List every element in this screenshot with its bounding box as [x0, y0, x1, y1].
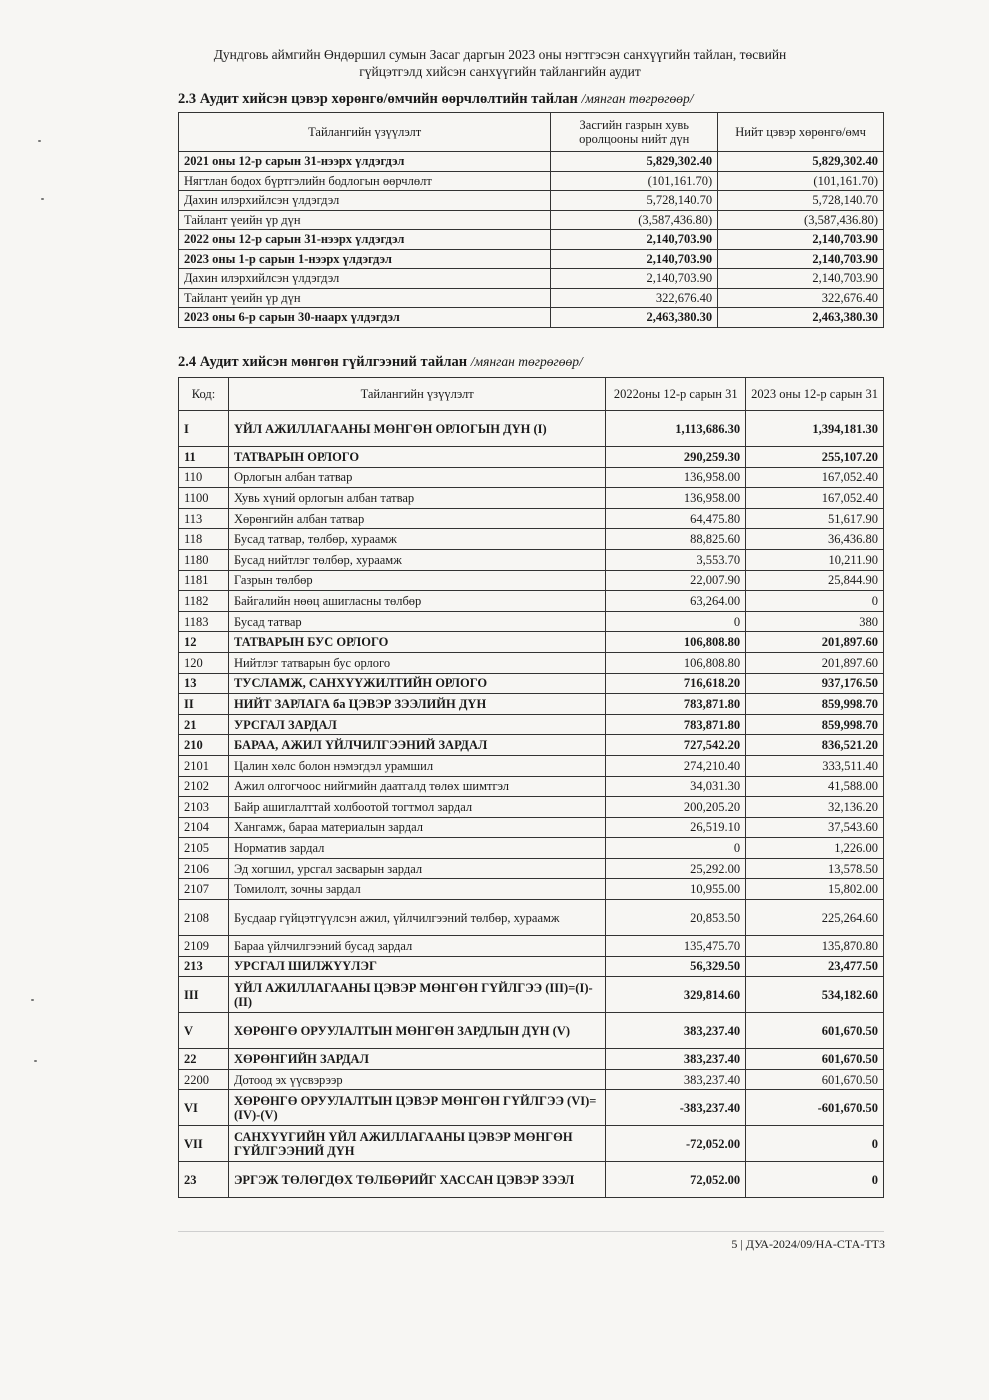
row-label: Хангамж, бараа материалын зардал: [228, 817, 605, 838]
table-row: [179, 171, 884, 191]
row-code: 210: [179, 735, 229, 756]
row-value-2023: 333,511.40: [746, 755, 884, 776]
row-code: 11: [179, 447, 229, 468]
table-row: [179, 611, 884, 632]
row-value-2023: 167,052.40: [746, 488, 884, 509]
row-label: Тайлант үеийн үр дүн: [179, 210, 551, 230]
row-label: УРСГАЛ ШИЛЖҮҮЛЭГ: [228, 956, 605, 977]
row-code: 1181: [179, 570, 229, 591]
row-code: VI: [179, 1090, 229, 1126]
row-code: 1100: [179, 488, 229, 509]
table-row: [179, 1013, 884, 1049]
footer-separator: |: [740, 1237, 743, 1251]
row-value-2023: 10,211.90: [746, 549, 884, 570]
table-row: [179, 591, 884, 612]
table-row: [179, 467, 884, 488]
table-row: [179, 977, 884, 1013]
table-row: [179, 249, 884, 269]
equity-table-body: [179, 152, 884, 328]
row-value-2023: 0: [746, 591, 884, 612]
row-value-total: (3,587,436.80): [718, 210, 884, 230]
row-code: 213: [179, 956, 229, 977]
row-value-2023: 601,670.50: [746, 1049, 884, 1070]
row-code: 2102: [179, 776, 229, 797]
row-label: Нийтлэг татварын бус орлого: [228, 652, 605, 673]
table-row: [179, 411, 884, 447]
table-header-row: [179, 113, 884, 152]
row-label: Бусад татвар: [228, 611, 605, 632]
cash-flow-table-body: [179, 411, 884, 1198]
row-value-2023: 41,588.00: [746, 776, 884, 797]
row-value-2022: 22,007.90: [606, 570, 746, 591]
row-value-2023: 135,870.80: [746, 936, 884, 957]
row-value-2022: 0: [606, 611, 746, 632]
row-value-2022: 72,052.00: [606, 1162, 746, 1198]
header-line-2: гүйцэтгэлд хийсэн санхүүгийн тайлангийн аудит: [359, 64, 641, 79]
row-label: ХӨРӨНГИЙН ЗАРДАЛ: [228, 1049, 605, 1070]
row-code: 1183: [179, 611, 229, 632]
row-code: I: [179, 411, 229, 447]
row-label: Цалин хөлс болон нэмэгдэл урамшил: [228, 755, 605, 776]
row-value-2023: 36,436.80: [746, 529, 884, 550]
table-row: [179, 1126, 884, 1162]
row-value-2023: 201,897.60: [746, 652, 884, 673]
row-label: Бусад нийтлэг төлбөр, хураамж: [228, 549, 605, 570]
row-code: 2101: [179, 755, 229, 776]
column-header: 2023 оны 12-р сарын 31: [746, 378, 884, 411]
row-label: Ажил олгогчоос нийгмийн даатгалд төлөх шимтгэл: [228, 776, 605, 797]
row-value-2023: 859,998.70: [746, 714, 884, 735]
row-value-2022: 290,259.30: [606, 447, 746, 468]
table-row: [179, 936, 884, 957]
row-value-2022: 20,853.50: [606, 900, 746, 936]
table-row: [179, 1069, 884, 1090]
table-row: [179, 838, 884, 859]
row-value-2023: -601,670.50: [746, 1090, 884, 1126]
row-value-government: 5,829,302.40: [551, 152, 718, 172]
row-code: 2105: [179, 838, 229, 859]
table-row: [179, 447, 884, 468]
row-label: Нягтлан бодох бүртгэлийн бодлогын өөрчлөлт: [179, 171, 551, 191]
row-value-2023: 601,670.50: [746, 1069, 884, 1090]
column-header: 2022оны 12-р сарын 31: [606, 378, 746, 411]
row-value-government: 2,140,703.90: [551, 269, 718, 289]
equity-changes-table: [178, 112, 884, 328]
row-value-2022: 10,955.00: [606, 879, 746, 900]
table-row: [179, 956, 884, 977]
row-value-total: 2,463,380.30: [718, 308, 884, 328]
table-row: [179, 879, 884, 900]
row-label: Бусдаар гүйцэтгүүлсэн ажил, үйлчилгээний төлбөр, хураамж: [228, 900, 605, 936]
row-value-2022: 383,237.40: [606, 1069, 746, 1090]
row-label: Томилолт, зочны зардал: [228, 879, 605, 900]
table-row: [179, 735, 884, 756]
row-label: 2023 оны 6-р сарын 30-наарх үлдэгдэл: [179, 308, 551, 328]
row-label: БАРАА, АЖИЛ ҮЙЛЧИЛГЭЭНИЙ ЗАРДАЛ: [228, 735, 605, 756]
row-code: 21: [179, 714, 229, 735]
row-code: VII: [179, 1126, 229, 1162]
row-value-2022: 56,329.50: [606, 956, 746, 977]
row-value-2023: 836,521.20: [746, 735, 884, 756]
row-label: САНХҮҮГИЙН ҮЙЛ АЖИЛЛАГААНЫ ЦЭВЭР МӨНГӨН ГҮЙЛГЭЭНИЙ ДҮН: [228, 1126, 605, 1162]
column-header: Код:: [179, 378, 229, 411]
header-line-1: Дундговь аймгийн Өндөршил сумын Засаг даргын 2023 оны нэгтгэсэн санхүүгийн тайлан, төсвийн: [213, 47, 787, 62]
row-value-2022: 383,237.40: [606, 1049, 746, 1070]
row-code: 22: [179, 1049, 229, 1070]
row-value-2023: 0: [746, 1126, 884, 1162]
table-row: [179, 776, 884, 797]
table-row: [179, 288, 884, 308]
row-value-2022: 1,113,686.30: [606, 411, 746, 447]
row-value-total: 5,728,140.70: [718, 191, 884, 211]
row-value-2022: 383,237.40: [606, 1013, 746, 1049]
table-row: [179, 1049, 884, 1070]
row-value-2023: 13,578.50: [746, 858, 884, 879]
row-code: 2104: [179, 817, 229, 838]
row-label: ҮЙЛ АЖИЛЛАГААНЫ МӨНГӨН ОРЛОГЫН ДҮН (I): [228, 411, 605, 447]
row-value-2022: 26,519.10: [606, 817, 746, 838]
row-value-2023: 37,543.60: [746, 817, 884, 838]
row-label: УРСГАЛ ЗАРДАЛ: [228, 714, 605, 735]
row-value-2022: -383,237.40: [606, 1090, 746, 1126]
table-row: [179, 191, 884, 211]
row-code: 2103: [179, 797, 229, 818]
row-label: ЭРГЭЖ ТӨЛӨГДӨХ ТӨЛБӨРИЙГ ХАССАН ЦЭВЭР ЗЭЭЛ: [228, 1162, 605, 1198]
row-code: 2200: [179, 1069, 229, 1090]
table-row: [179, 714, 884, 735]
table-header-row: [179, 378, 884, 411]
row-code: 1182: [179, 591, 229, 612]
section-title-text: 2.3 Аудит хийсэн цэвэр хөрөнгө/өмчийн өөрчлөлтийн тайлан: [178, 91, 578, 107]
table-row: [179, 632, 884, 653]
document-header: [150, 46, 850, 80]
row-code: V: [179, 1013, 229, 1049]
row-code: 110: [179, 467, 229, 488]
row-code: 113: [179, 508, 229, 529]
row-value-2023: 937,176.50: [746, 673, 884, 694]
row-value-2022: 783,871.80: [606, 714, 746, 735]
row-value-2023: 859,998.70: [746, 694, 884, 715]
table-row: [179, 488, 884, 509]
row-label: ТУСЛАМЖ, САНХҮҮЖИЛТИЙН ОРЛОГО: [228, 673, 605, 694]
row-label: Байгалийн нөөц ашигласны төлбөр: [228, 591, 605, 612]
row-value-2022: 136,958.00: [606, 488, 746, 509]
row-value-2023: 15,802.00: [746, 879, 884, 900]
row-value-government: 5,728,140.70: [551, 191, 718, 211]
row-value-2023: 201,897.60: [746, 632, 884, 653]
row-label: Эд хогшил, урсгал засварын зардал: [228, 858, 605, 879]
row-value-2022: 3,553.70: [606, 549, 746, 570]
row-value-government: (101,161.70): [551, 171, 718, 191]
row-code: 118: [179, 529, 229, 550]
table-row: [179, 900, 884, 936]
row-value-2022: 329,814.60: [606, 977, 746, 1013]
row-label: ҮЙЛ АЖИЛЛАГААНЫ ЦЭВЭР МӨНГӨН ГҮЙЛГЭЭ (III)=(I)-(II): [228, 977, 605, 1013]
section-title-equity: [178, 91, 693, 108]
table-row: [179, 1090, 884, 1126]
row-label: ТАТВАРЫН БУС ОРЛОГО: [228, 632, 605, 653]
row-code: III: [179, 977, 229, 1013]
row-code: II: [179, 694, 229, 715]
table-row: [179, 755, 884, 776]
row-value-government: 322,676.40: [551, 288, 718, 308]
row-label: Хувь хүний орлогын албан татвар: [228, 488, 605, 509]
row-code: 23: [179, 1162, 229, 1198]
row-value-2023: 0: [746, 1162, 884, 1198]
row-label: Норматив зардал: [228, 838, 605, 859]
document-code: ДУА-2024/09/НА-СТА-ТТЗ: [745, 1237, 885, 1251]
table-row: [179, 230, 884, 250]
footer-divider: [178, 1231, 884, 1232]
row-value-2022: 274,210.40: [606, 755, 746, 776]
row-value-2022: 106,808.80: [606, 632, 746, 653]
column-header: Тайлангийн үзүүлэлт: [179, 113, 551, 152]
row-value-total: 2,140,703.90: [718, 230, 884, 250]
row-value-2022: 716,618.20: [606, 673, 746, 694]
row-value-2022: 106,808.80: [606, 652, 746, 673]
section-title-text: 2.4 Аудит хийсэн мөнгөн гүйлгээний тайлан: [178, 354, 468, 370]
row-value-government: 2,140,703.90: [551, 230, 718, 250]
row-code: 2107: [179, 879, 229, 900]
row-value-2023: 51,617.90: [746, 508, 884, 529]
row-value-government: (3,587,436.80): [551, 210, 718, 230]
row-value-2023: 32,136.20: [746, 797, 884, 818]
row-label: НИЙТ ЗАРЛАГА ба ЦЭВЭР ЗЭЭЛИЙН ДҮН: [228, 694, 605, 715]
row-code: 13: [179, 673, 229, 694]
row-label: Бусад татвар, төлбөр, хураамж: [228, 529, 605, 550]
row-value-2022: 25,292.00: [606, 858, 746, 879]
cash-flow-table: [178, 377, 884, 1198]
row-code: 2108: [179, 900, 229, 936]
row-label: Хөрөнгийн албан татвар: [228, 508, 605, 529]
table-row: [179, 817, 884, 838]
page-number: 5: [731, 1237, 738, 1251]
row-value-total: 5,829,302.40: [718, 152, 884, 172]
table-row: [179, 152, 884, 172]
scan-speck: [41, 198, 44, 200]
table-row: [179, 508, 884, 529]
row-value-2022: 88,825.60: [606, 529, 746, 550]
table-row: [179, 529, 884, 550]
row-value-2023: 167,052.40: [746, 467, 884, 488]
row-value-2023: 380: [746, 611, 884, 632]
row-value-2022: 727,542.20: [606, 735, 746, 756]
row-value-2023: 255,107.20: [746, 447, 884, 468]
row-value-2022: -72,052.00: [606, 1126, 746, 1162]
table-row: [179, 210, 884, 230]
row-value-2023: 1,226.00: [746, 838, 884, 859]
row-label: Дотоод эх үүсвэрээр: [228, 1069, 605, 1090]
scan-speck: [34, 1060, 37, 1062]
row-label: ХӨРӨНГӨ ОРУУЛАЛТЫН ЦЭВЭР МӨНГӨН ГҮЙЛГЭЭ (VI)=(IV)-(V): [228, 1090, 605, 1126]
row-value-total: 2,140,703.90: [718, 269, 884, 289]
scan-speck: [38, 140, 41, 142]
row-value-2022: 135,475.70: [606, 936, 746, 957]
row-label: ТАТВАРЫН ОРЛОГО: [228, 447, 605, 468]
row-value-total: 322,676.40: [718, 288, 884, 308]
row-value-government: 2,140,703.90: [551, 249, 718, 269]
row-label: Байр ашиглалттай холбоотой тогтмол зардал: [228, 797, 605, 818]
row-value-2022: 34,031.30: [606, 776, 746, 797]
row-value-2022: 63,264.00: [606, 591, 746, 612]
table-row: [179, 570, 884, 591]
row-value-2022: 0: [606, 838, 746, 859]
scan-speck: [31, 999, 34, 1001]
page-footer: [731, 1237, 885, 1252]
row-value-2023: 534,182.60: [746, 977, 884, 1013]
table-row: [179, 858, 884, 879]
table-row: [179, 797, 884, 818]
column-header: Тайлангийн үзүүлэлт: [228, 378, 605, 411]
row-value-2023: 225,264.60: [746, 900, 884, 936]
column-header: Нийт цэвэр хөрөнгө/өмч: [718, 113, 884, 152]
row-value-total: (101,161.70): [718, 171, 884, 191]
row-label: ХӨРӨНГӨ ОРУУЛАЛТЫН МӨНГӨН ЗАРДЛЫН ДҮН (V): [228, 1013, 605, 1049]
row-value-2022: 783,871.80: [606, 694, 746, 715]
row-label: Дахин илэрхийлсэн үлдэгдэл: [179, 269, 551, 289]
row-label: Тайлант үеийн үр дүн: [179, 288, 551, 308]
row-label: Бараа үйлчилгээний бусад зардал: [228, 936, 605, 957]
row-code: 12: [179, 632, 229, 653]
section-unit: /мянган төгрөгөөр/: [581, 91, 694, 106]
row-code: 120: [179, 652, 229, 673]
row-value-2023: 1,394,181.30: [746, 411, 884, 447]
table-row: [179, 308, 884, 328]
row-value-government: 2,463,380.30: [551, 308, 718, 328]
section-title-cashflow: [178, 354, 583, 371]
row-code: 1180: [179, 549, 229, 570]
row-value-2022: 200,205.20: [606, 797, 746, 818]
row-value-2023: 23,477.50: [746, 956, 884, 977]
row-label: Газрын төлбөр: [228, 570, 605, 591]
table-row: [179, 652, 884, 673]
row-value-2023: 25,844.90: [746, 570, 884, 591]
table-row: [179, 1162, 884, 1198]
section-unit: /мянган төгрөгөөр/: [470, 354, 583, 369]
row-label: 2023 оны 1-р сарын 1-нээрх үлдэгдэл: [179, 249, 551, 269]
row-label: Орлогын албан татвар: [228, 467, 605, 488]
table-row: [179, 549, 884, 570]
table-row: [179, 673, 884, 694]
row-value-total: 2,140,703.90: [718, 249, 884, 269]
row-value-2022: 64,475.80: [606, 508, 746, 529]
row-code: 2106: [179, 858, 229, 879]
row-label: 2021 оны 12-р сарын 31-нээрх үлдэгдэл: [179, 152, 551, 172]
row-code: 2109: [179, 936, 229, 957]
table-row: [179, 269, 884, 289]
table-row: [179, 694, 884, 715]
row-value-2023: 601,670.50: [746, 1013, 884, 1049]
column-header: Засгийн газрын хувь оролцооны нийт дүн: [551, 113, 718, 152]
row-label: 2022 оны 12-р сарын 31-нээрх үлдэгдэл: [179, 230, 551, 250]
row-value-2022: 136,958.00: [606, 467, 746, 488]
row-label: Дахин илэрхийлсэн үлдэгдэл: [179, 191, 551, 211]
